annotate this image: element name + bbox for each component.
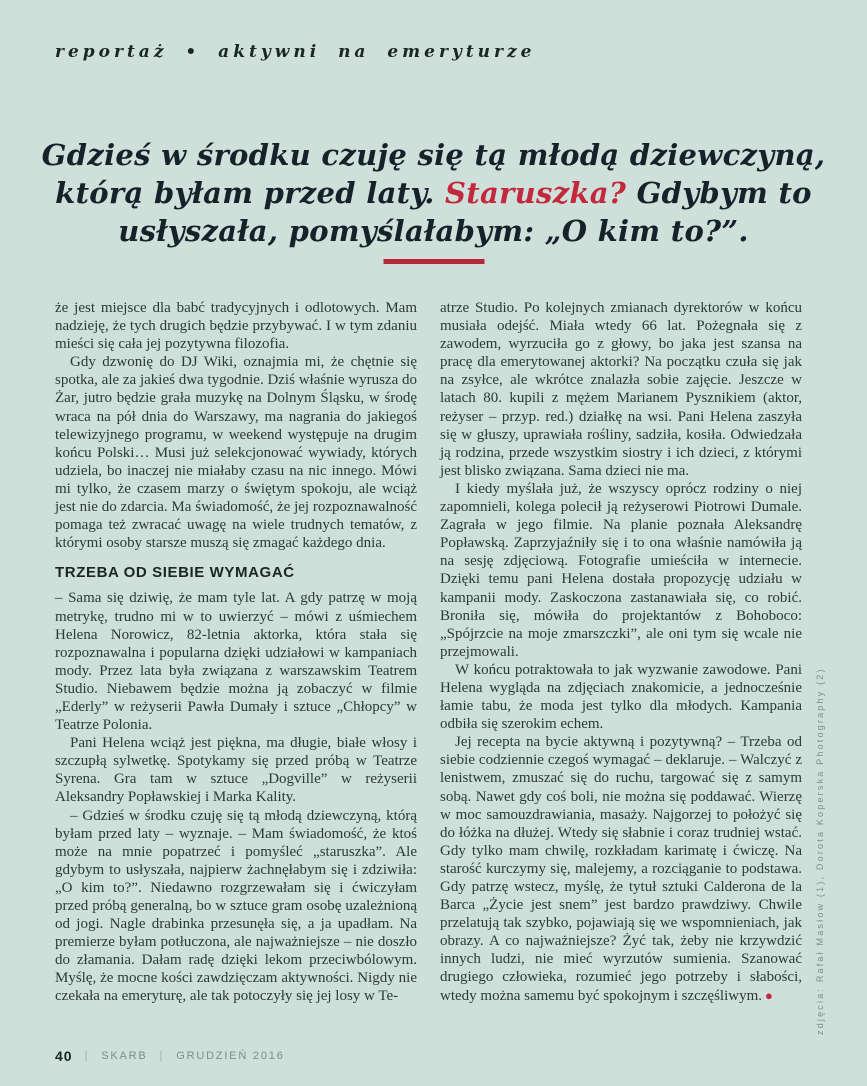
page-footer bbox=[55, 1048, 285, 1064]
left-column bbox=[55, 299, 417, 1006]
headline-line-1: Gdzieś w środku czuję się tą młodą dziewczyną, bbox=[41, 138, 826, 172]
footer-separator: | bbox=[159, 1050, 165, 1062]
end-of-article-dot: ● bbox=[765, 987, 773, 1003]
footer-separator: | bbox=[84, 1050, 90, 1062]
subheading: TRZEBA OD SIEBIE WYMAGAĆ bbox=[55, 564, 295, 582]
article-body bbox=[55, 299, 802, 1006]
headline-red-word: Staruszka? bbox=[445, 176, 627, 210]
body-paragraph: że jest miejsce dla babć tradycyjnych i odlotowych. Mam nadzieję, że tych drugich będzie przybywać. I w tym zdaniu mieści się cała jej pozytywna filozofia. bbox=[55, 300, 417, 353]
red-divider-rule bbox=[383, 259, 484, 264]
issue-date: GRUDZIEŃ 2016 bbox=[176, 1050, 285, 1062]
body-paragraph: – Gdzieś w środku czuję się tą młodą dziewczyną, którą byłam przed laty – wyznaje. – Mam świadomość, że ktoś może na mnie popatrzeć i pomyśleć „staruszka”. Ale gdybym to usłyszała, najpierw żachnęłabym się i zdziwiła: „O kim to?”. Niedawno rozgrzewałam się i ćwiczyłam przed próbą generalną, bo w sztuce gram osobę uzależnioną od jogi. Nagle drabinka przesunęła się, a ja upadłam. Na premierze byłam potłuczona, ale najważniejsze – nie doszło do złamania. Dałam radę dzięki lekom przeciwbólowym. Myślę, że mocne kości zawdzięczam aktywności. Nigdy nie czekała na emeryturę, ale tak potoczyły się jej losy w Te- bbox=[55, 807, 417, 1005]
body-paragraph: Jej recepta na bycie aktywną i pozytywną? – Trzeba od siebie codziennie czegoś wymagać – deklaruje. – Walczyć z lenistwem, zmuszać się do ruchu, targować się z samym sobą. Nawet gdy coś boli, nie można się poddawać. Wierzę w moc samouzdrawiania, masaży. Najgorzej to położyć się do łóżka na dłużej. Wtedy się słabnie i coraz trudniej wstać. Gdy tylko mam chwilę, rozkładam karimatę i ćwiczę. Na starość kurczymy się, malejemy, a rozciąganie to podstawa. Gdy patrzę wstecz, myślę, że tytuł sztuki Calderona de la Barca „Życie jest snem” jest bardzo prawdziwy. Chwile przelatują tak szybko, pojawiają się we wspomnieniach, jak obrazy. A co najważniejsze? Żyć tak, żeby nie krzywdzić innych ludzi, nie mieć wyrzutów sumienia. Szanować drugiego człowieka, rozumieć jego potrzeby i słabości, wtedy można samemu być spokojnym i szczęśliwym. ● bbox=[440, 734, 802, 1004]
headline-line-2: którą byłam przed laty. Staruszka? Gdybym to bbox=[55, 176, 812, 210]
body-paragraph: – Sama się dziwię, że mam tyle lat. A gdy patrzę w moją metrykę, trudno mi w to uwierzyć – mówi z uśmiechem Helena Norowicz, 82-letnia aktorka, która stała się rozpoznawalna i popularna dzięki udziałowi w kampaniach mody. Przez lata była związana z warszawskim Teatrem Studio. Niebawem będzie można ją zobaczyć w filmie „Ederly” w reżyserii Pawła Dumały i sztuce „Chłopcy” w Teatrze Polonia. bbox=[55, 590, 417, 734]
right-column bbox=[440, 299, 802, 1006]
body-paragraph: W końcu potraktowała to jak wyzwanie zawodowe. Pani Helena wygląda na zdjęciach znakomicie, a jednocześnie łamie tabu, że moda jest tylko dla młodych. Kampania odbiła się szerokim echem. bbox=[440, 661, 802, 733]
photo-credit: zdjęcia: Rafał Masłow (1), Dorota Koperska Photography (2) bbox=[815, 667, 825, 1035]
section-kicker: reportaż • aktywni na emeryturze bbox=[55, 42, 536, 62]
body-paragraph: Gdy dzwonię do DJ Wiki, oznajmia mi, że chętnie się spotka, ale za jakieś dwa tygodnie. Dziś właśnie wyrusza do Żar, jutro będzie grała muzykę na Dolnym Śląsku, w środę wraca na pół dnia do Warszawy, ma nagrania do jakiegoś telewizyjnego programu, w weekend występuje na drugim końcu Polski… Musi już selekcjonować wywiady, których udziela, bo inaczej nie miałaby czasu na nic innego. Mówi mi tylko, że czasem marzy o świętym spokoju, ale wciąż jest nie do zdarcia. Ma świadomość, że jej rozpoznawalność pomaga też zwracać uwagę na wiele trudnych tematów, z którymi osoby starsze muszą się zmagać każdego dnia. bbox=[55, 354, 417, 552]
page-number: 40 bbox=[55, 1048, 73, 1064]
magazine-name: SKARB bbox=[101, 1050, 148, 1062]
body-paragraph: Pani Helena wciąż jest piękna, ma długie, białe włosy i szczupłą sylwetkę. Spotykamy się przed próbą w Teatrze Syrena. Gra tam w sztuce „Dogville” w reżyserii Aleksandry Popławskiej i Marka Kality. bbox=[55, 735, 417, 806]
headline-line-3: usłyszała, pomyślałabym: „O kim to?”. bbox=[118, 214, 749, 248]
body-paragraph: atrze Studio. Po kolejnych zmianach dyrektorów w końcu musiała odejść. Miała wtedy 66 lat. Pożegnała się z zawodem, wyrzuciła go z głowy, bo jaka jest szansa na pracę dla emerytowanej aktorki? Na początku czuła się jak na zsyłce, ale wkrótce znalazła sobie zajęcie. Jeszcze w latach 80. kupili z mężem Marianem Pysznikiem (aktor, reżyser – przyp. red.) działkę na wsi. Pani Helena zaszyła się w głuszy, uprawiała rośliny, sadziła, kosiła. Odwiedzała ją rodzina, przede wszystkim siostry i ich dzieci, z którymi jest blisko związana. Sama dzieci nie ma. bbox=[440, 300, 802, 479]
body-paragraph: I kiedy myślała już, że wszyscy oprócz rodziny o niej zapomnieli, kolega polecił ją reżyserowi Piotrowi Dumale. Zagrała w jego filmie. Na planie poznała Aleksandrę Popławską. Zaprzyjaźniły się i to ona właśnie namówiła ją na sesję zdjęciową. Fotografie umieściła w internecie. Dzięki temu pani Helena dostała propozycję udziału w kampanii mody. Zaskoczona zastanawiała się, co robić. Broniła się, mówiła do projektantów z Bohoboco: „Spójrzcie na moje zmarszczki”, ale oni tym się wcale nie przejmowali. bbox=[440, 480, 802, 660]
pull-quote-headline bbox=[40, 136, 827, 250]
